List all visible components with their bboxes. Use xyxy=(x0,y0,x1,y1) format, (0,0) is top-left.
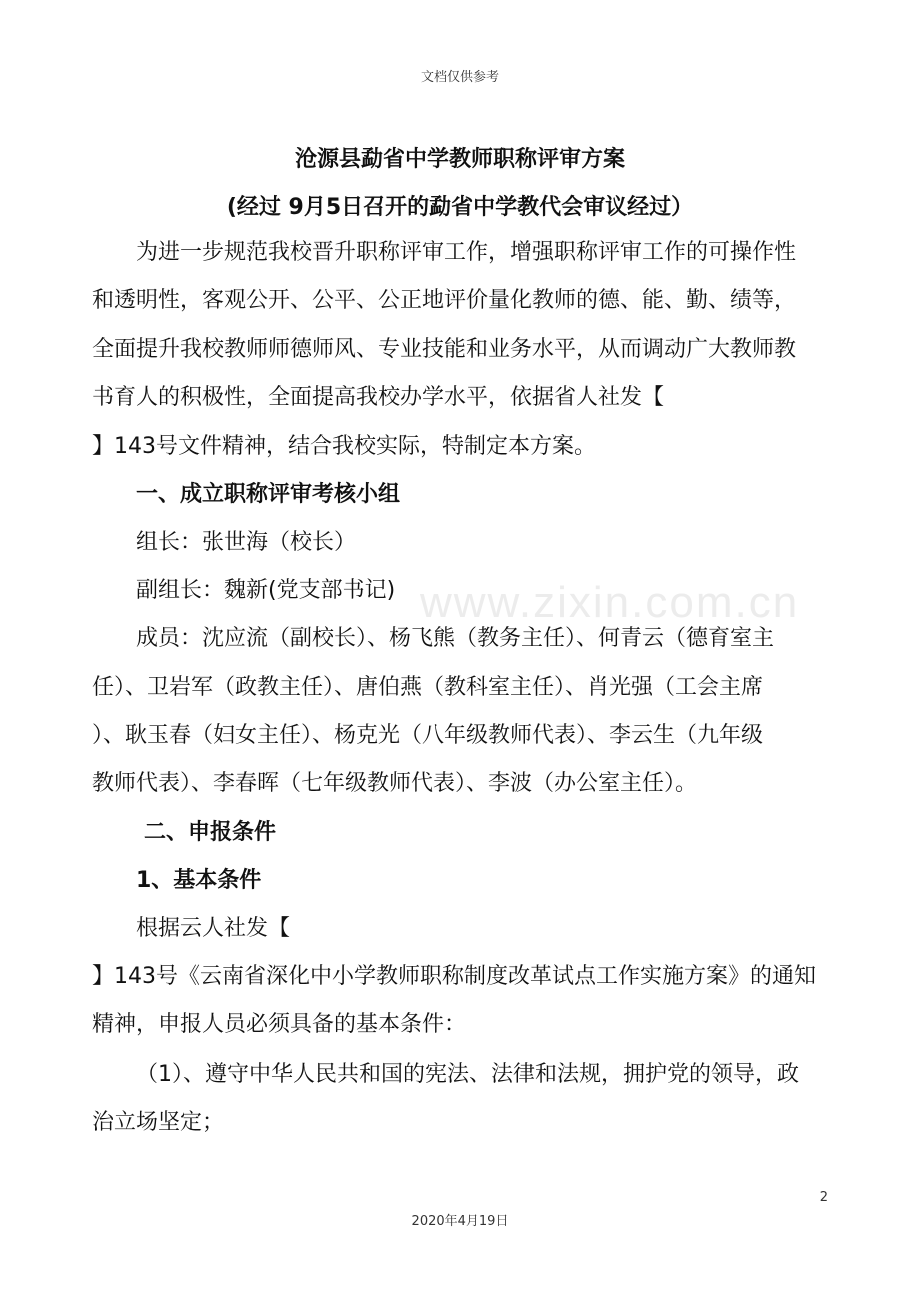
section1-members-line-1: 成员：沈应流（副校长）、杨飞熊（教务主任）、何青云（德育室主 xyxy=(136,626,775,651)
section1-members-line-2: 任）、卫岩军（政教主任）、唐伯燕（教科室主任）、肖光强（工会主席 xyxy=(92,675,764,700)
basis-line-3: 精神，申报人员必须具备的基本条件： xyxy=(92,1012,467,1037)
header-note: 文档仅供参考 xyxy=(420,70,499,85)
document-title: 沧源县勐省中学教师职称评审方案 xyxy=(294,147,625,172)
section1-members-line-3: ）、耿玉春（妇女主任）、杨克光（八年级教师代表）、李云生（九年级 xyxy=(92,723,764,748)
section1-heading: 一、成立职称评审考核小组 xyxy=(136,482,401,507)
section1-members-line-4: 教师代表）、李春晖（七年级教师代表）、李波（办公室主任）。 xyxy=(92,771,698,796)
condition1-line-1: （1）、遵守中华人民共和国的宪法、法律和法规，拥护党的领导，政 xyxy=(136,1062,799,1087)
page-number: 2 xyxy=(819,1190,828,1205)
intro-line-5: 】143号文件精神，结合我校实际，特制定本方案。 xyxy=(92,434,596,459)
document-subtitle: (经过 9月5日召开的勐省中学教代会审议经过） xyxy=(226,195,694,220)
condition1-line-2: 治立场坚定； xyxy=(92,1110,225,1135)
footer-date: 2020年4月19日 xyxy=(411,1214,509,1229)
section2-sub-heading: 1、基本条件 xyxy=(136,868,262,893)
intro-line-4: 书育人的积极性，全面提高我校办学水平，依据省人社发【 xyxy=(92,385,665,410)
basis-line-1: 根据云人社发【 xyxy=(136,916,291,941)
section2-heading: 二、申报条件 xyxy=(144,820,277,845)
section1-deputy: 副组长：魏新(党支部书记) xyxy=(136,578,396,603)
section1-leader: 组长：张世海（校长） xyxy=(136,530,357,555)
intro-line-3: 全面提升我校教师师德师风、专业技能和业务水平，从而调动广大教师教 xyxy=(92,337,797,362)
intro-line-2: 和透明性，客观公开、公平、公正地评价量化教师的德、能、勤、绩等， xyxy=(92,288,797,313)
watermark: www.zixin.com.cn xyxy=(420,578,800,627)
intro-line-1: 为进一步规范我校晋升职称评审工作，增强职称评审工作的可操作性 xyxy=(136,240,797,265)
basis-line-2: 】143号《云南省深化中小学教师职称制度改革试点工作实施方案》的通知 xyxy=(92,964,816,989)
